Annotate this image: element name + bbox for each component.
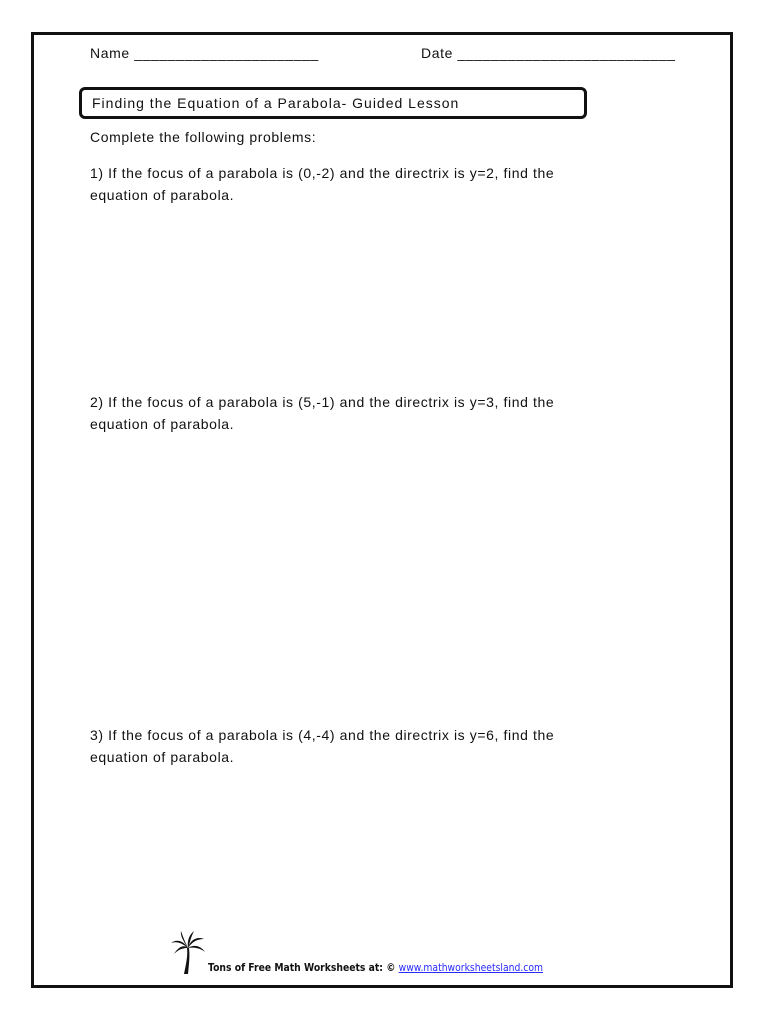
name-field-label: Name ______________________ [90, 45, 319, 61]
date-field-label: Date __________________________ [421, 45, 676, 61]
title-box [79, 87, 587, 119]
footer [170, 930, 610, 976]
footer-caption: Tons of Free Math Worksheets at: © [208, 961, 399, 974]
instructions: Complete the following problems: [90, 129, 317, 145]
problem-1-line-2: equation of parabola. [90, 187, 235, 203]
problem-2-line-1: 2) If the focus of a parabola is (5,-1) and the directrix is y=3, find the [90, 394, 555, 410]
problem-3 [90, 724, 650, 768]
worksheet-title: Finding the Equation of a Parabola- Guided Lesson [92, 95, 460, 111]
problem-2 [90, 391, 650, 435]
palm-tree-icon [170, 930, 206, 976]
problem-2-line-2: equation of parabola. [90, 416, 235, 432]
footer-text [208, 961, 543, 974]
problem-3-line-1: 3) If the focus of a parabola is (4,-4) and the directrix is y=6, find the [90, 727, 555, 743]
footer-website-link[interactable]: www.mathworksheetsland.com [398, 961, 544, 974]
problem-3-line-2: equation of parabola. [90, 749, 235, 765]
problem-1 [90, 162, 650, 206]
problem-1-line-1: 1) If the focus of a parabola is (0,-2) and the directrix is y=2, find the [90, 165, 555, 181]
